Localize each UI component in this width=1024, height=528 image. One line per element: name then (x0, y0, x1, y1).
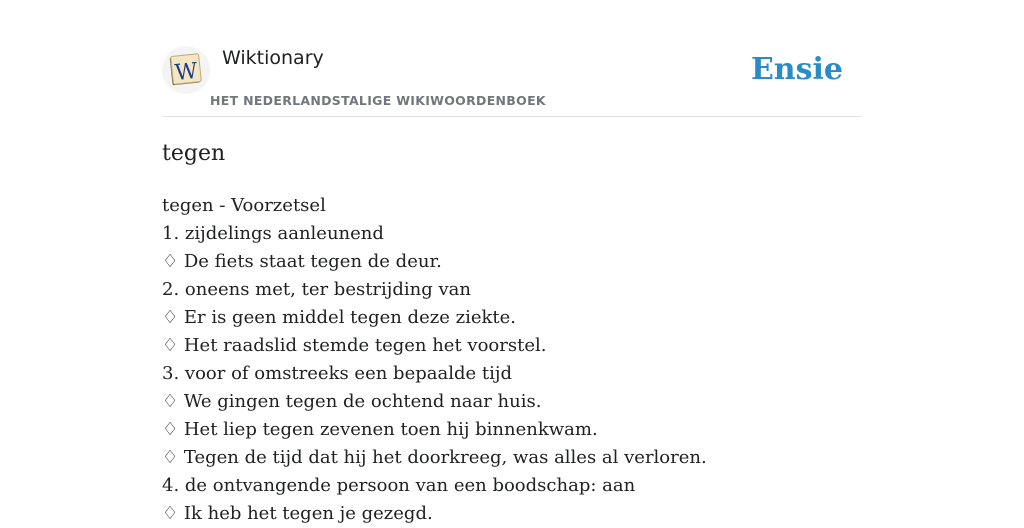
example-3b: ♢ Het liep tegen zevenen toen hij binnenkwam. (162, 419, 598, 440)
site-name[interactable]: Wiktionary (222, 47, 324, 69)
definition-3: 3. voor of omstreeks een bepaalde tijd (162, 363, 512, 384)
example-2b: ♢ Het raadslid stemde tegen het voorstel. (162, 335, 547, 356)
page-title: tegen (162, 141, 226, 166)
example-1a: ♢ De fiets staat tegen de deur. (162, 251, 442, 272)
example-4a: ♢ Ik heb het tegen je gezegd. (162, 503, 433, 524)
definition-2: 2. oneens met, ter bestrijding van (162, 279, 471, 300)
example-3c: ♢ Tegen de tijd dat hij het doorkreeg, was alles al verloren. (162, 447, 707, 468)
ensie-brand-link[interactable]: Ensie (750, 52, 843, 87)
logo-letter: W (173, 58, 199, 87)
site-header (162, 0, 862, 117)
page-container (162, 0, 862, 524)
wiktionary-logo-icon[interactable] (162, 46, 210, 94)
entry-heading: tegen - Voorzetsel (162, 195, 326, 216)
definition-4: 4. de ontvangende persoon van een boodschap: aan (162, 475, 636, 496)
site-tagline: HET NEDERLANDSTALIGE WIKIWOORDENBOEK (210, 93, 546, 108)
entry-content (162, 192, 862, 528)
example-2a: ♢ Er is geen middel tegen deze ziekte. (162, 307, 516, 328)
definition-1: 1. zijdelings aanleunend (162, 223, 384, 244)
logo-tile-graphic (166, 50, 206, 90)
example-3a: ♢ We gingen tegen de ochtend naar huis. (162, 391, 542, 412)
